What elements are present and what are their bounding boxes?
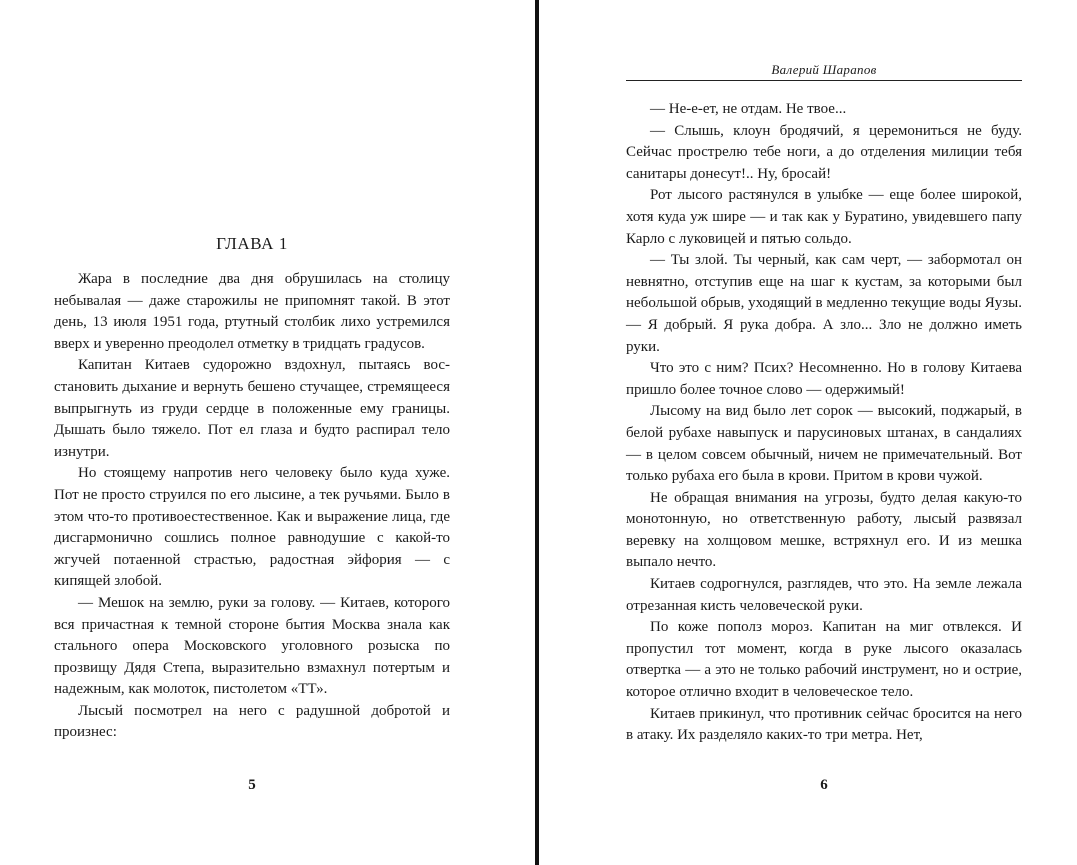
header-rule xyxy=(626,80,1022,81)
chapter-title: ГЛАВА 1 xyxy=(216,234,288,253)
book-spine-divider xyxy=(535,0,539,865)
paragraph: По коже пополз мороз. Капитан на миг отвлекся. И пропустил тот момент, когда в руке лысого оказалась отвертка — а это не только рабочий инструмент, но и острие, которое отлично входит в человеческое тело. xyxy=(626,619,1022,701)
paragraph: Рот лысого растянулся в улыбке — еще более широкой, хотя куда уж шире — и так как у Буратино, увидевшего папу Карло с луковицей и пятью сольдо. xyxy=(626,187,1022,247)
left-page-body xyxy=(54,269,450,744)
paragraph: Не обращая внимания на угрозы, будто делая какую-то монотонную, но ответственную работу, лысый развязал веревку на холщовом мешке, встряхнул его. И из мешка выпало нечто. xyxy=(626,489,1022,571)
paragraph: Жара в последние два дня обрушилась на столицу небывалая — даже старожилы не припомнят такой. В этот день, 13 июля 1951 года, ртутный столбик лихо устремился вверх и уверенно преодолел отметку в тридцать градусов. xyxy=(54,271,450,352)
paragraph: Лысому на вид было лет сорок — высокий, поджарый, в белой рубахе навыпуск и парусиновых штанах, в сандалиях — в целом совсем обычный, ничем не примечательный. Вот только рубаха его была в крови. Притом в крови чужой. xyxy=(626,403,1022,485)
paragraph: — Не-е-ет, не отдам. Не твое... xyxy=(650,101,847,117)
paragraph: Китаев прикинул, что противник сейчас бросится на него в атаку. Их разделяло каких-то три метра. Нет, xyxy=(626,705,1022,744)
page-number-right: 6 xyxy=(820,777,828,793)
paragraph: Но стоящему напротив него человеку было куда хуже. Пот не просто струился по его лысине, а тек ручьями. Было в этом что-то противоестественное. Как и выражение лица, где дисгармонично сошлись полное равнодушие с какой-то жгучей потаенной страстью, радостная эйфория — с кипящей злобой. xyxy=(54,465,450,590)
page-number-left: 5 xyxy=(248,777,256,793)
paragraph: Китаев содрогнулся, разглядев, что это. На земле лежала отрезанная кисть человеческой руки. xyxy=(626,576,1022,614)
right-page-body xyxy=(626,99,1022,747)
paragraph: — Слышь, клоун бродячий, я церемониться не буду. Сейчас прострелю тебе ноги, а до отделения милиции тебя санитары донесут!.. Ну, бросай! xyxy=(626,122,1022,182)
right-page xyxy=(626,0,1022,865)
paragraph: — Мешок на землю, руки за голову. — Китаев, которого вся причастная к темной стороне бытия Москва знала как стального опера Московского уголовного розыска по прозвищу Дядя Степа, выразительно взмахнул потертым и надежным, как молоток, пистолетом «ТТ». xyxy=(54,594,450,698)
left-page xyxy=(54,0,450,865)
paragraph: Что это с ним? Псих? Несомненно. Но в голову Китаева пришло более точное слово — одержимый! xyxy=(626,360,1022,398)
paragraph: Лысый посмотрел на него с радушной добротой и произнес: xyxy=(54,702,450,741)
paragraph: Капитан Китаев судорожно вздохнул, пытаясь восстановить дыхание и вернуть бешено стучащее, стремящееся выпрыгнуть из груди сердце в положенные ему границы. Дышать было тяжело. Пот ел глаза и будто распирал тело изнутри. xyxy=(54,357,450,460)
paragraph: — Ты злой. Ты черный, как сам черт, — забормотал он невнятно, отступив еще на шаг к кустам, за которыми был небольшой обрыв, уходящий в медленно текущие воды Яузы. — Я добрый. Я рука добра. А зло... Зло не должно иметь руки. xyxy=(626,252,1022,355)
running-head-author: Валерий Шарапов xyxy=(771,62,877,77)
